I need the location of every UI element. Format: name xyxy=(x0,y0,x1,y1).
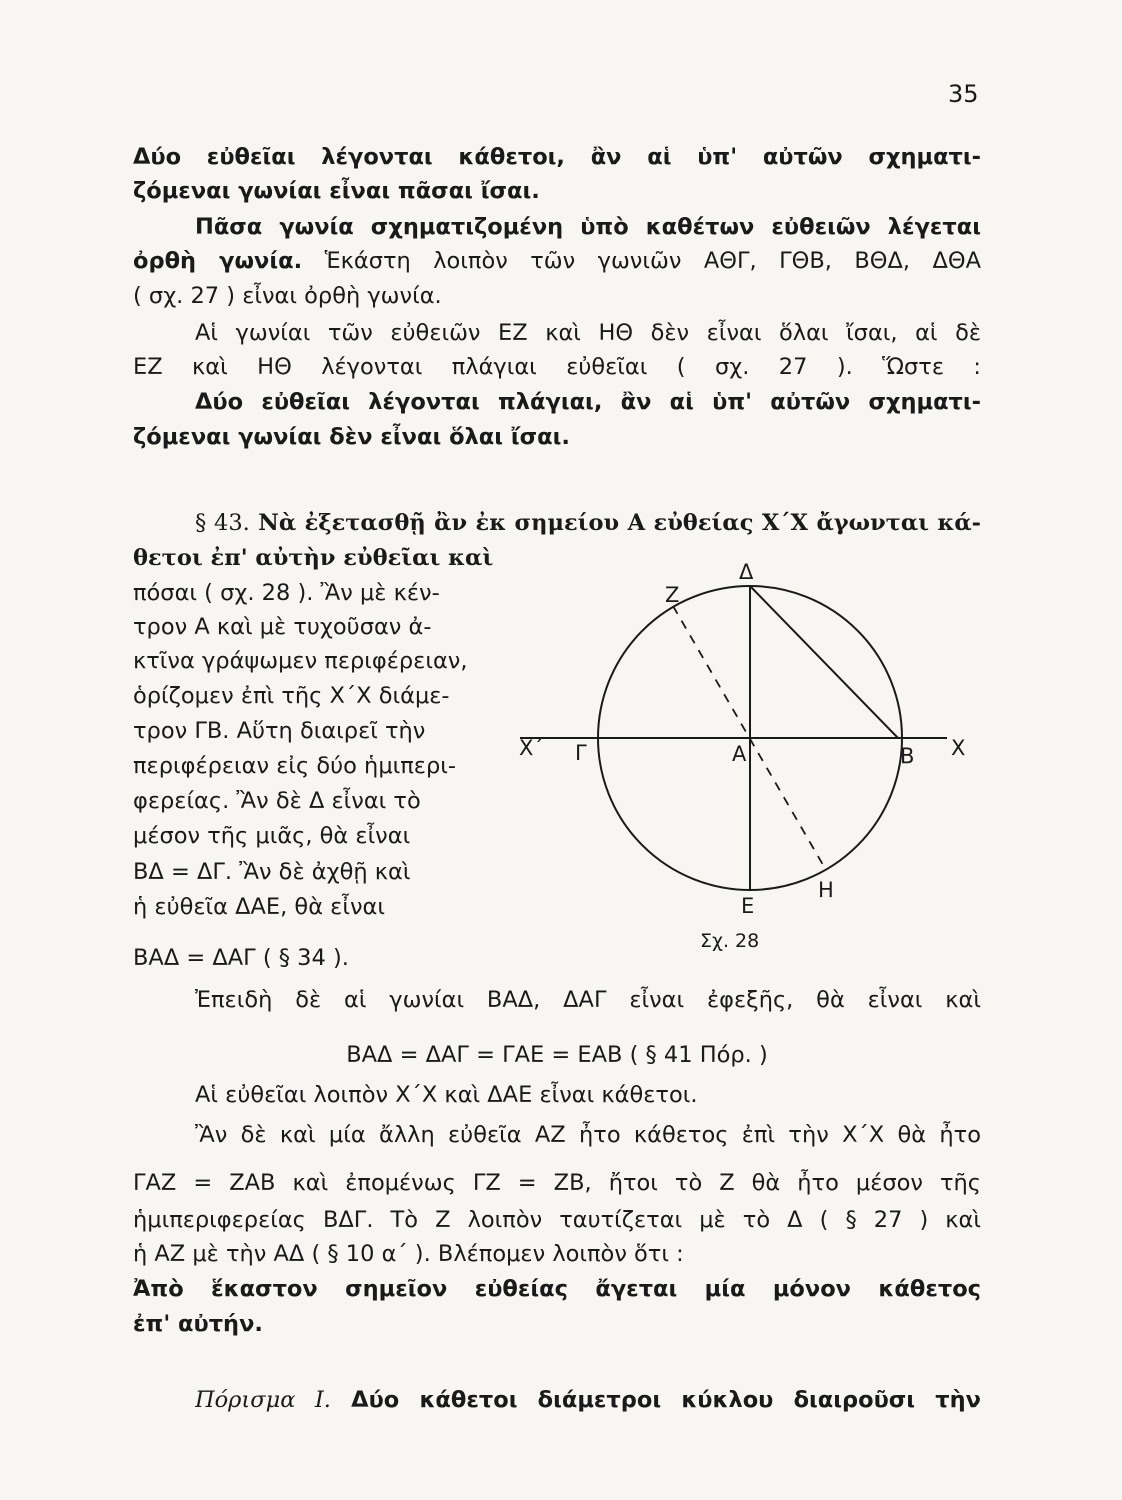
text-line-16: τρον ΓΒ. Αὕτη διαιρεῖ τὴν xyxy=(133,718,426,744)
text-line-7: ΕΖ καὶ ΗΘ λέγονται πλάγιαι εὐθεῖαι ( σχ. 27 ). Ὥστε : xyxy=(133,354,981,380)
definition-perpendicular-line-2: ζόμεναι γωνίαι εἶναι πᾶσαι ἴσαι. xyxy=(133,178,540,204)
text-line-21: ἡ εὐθεῖα ΔΑΕ, θὰ εἶναι xyxy=(133,894,385,920)
chord-delta-beta xyxy=(750,586,898,738)
text-line-26: Ἂν δὲ καὶ μία ἄλλη εὐθεῖα ΑΖ ἦτο κάθετος ἐπὶ τὴν Χ΄Χ θὰ ἦτο xyxy=(195,1122,981,1148)
theorem-unique-perpendicular-line-2: ἐπ' αὐτήν. xyxy=(133,1311,263,1337)
text-line-15: ὁρίζομεν ἐπὶ τῆς Χ΄Χ διάμε- xyxy=(133,683,450,709)
text-line-29: ἡ ΑΖ μὲ τὴν ΑΔ ( § 10 α΄ ). Βλέπομεν λοιπὸν ὅτι : xyxy=(133,1241,684,1267)
label-beta: Β xyxy=(900,744,915,768)
label-alpha: Α xyxy=(732,742,747,766)
label-eta: Η xyxy=(818,878,834,902)
corollary-1 xyxy=(195,1385,981,1415)
definition-oblique-line-1: Δύο εὐθεῖαι λέγονται πλάγιαι, ἂν αἱ ὑπ' αὐτῶν σχηματι- xyxy=(195,389,981,415)
text-line-5: ( σχ. 27 ) εἶναι ὀρθὴ γωνία. xyxy=(133,283,442,309)
text-line-27: ΓΑΖ = ΖΑΒ καὶ ἐπομένως ΓΖ = ΖΒ, ἤτοι τὸ Ζ θὰ ἦτο μέσον τῆς xyxy=(133,1170,981,1196)
text-line-11: θετοι ἐπ' αὐτὴν εὐθεῖαι καὶ xyxy=(133,545,494,571)
figure-28-circle-diagram xyxy=(515,555,985,915)
text-line-22-angle-equality: ΒΑΔ = ΔΑΓ ( § 34 ). xyxy=(133,945,349,971)
text-line-6: Αἱ γωνίαι τῶν εὐθειῶν ΕΖ καὶ ΗΘ δὲν εἶναι ὅλαι ἴσαι, αἱ δὲ xyxy=(195,320,981,346)
section-number: § 43. xyxy=(195,510,250,536)
text-line-13: τρον Α καὶ μὲ τυχοῦσαν ἀ- xyxy=(133,614,432,640)
text-line-4-rest: Ἑκάστη λοιπὸν τῶν γωνιῶν ΑΘΓ, ΓΘΒ, ΒΘΔ, ΔΘΑ xyxy=(302,248,981,274)
text-line-4 xyxy=(133,246,981,276)
corollary-text: Δύο κάθετοι διάμετροι κύκλου διαιροῦσι τὴν xyxy=(330,1387,981,1413)
section-43-heading xyxy=(195,508,981,538)
equation-four-angles: ΒΑΔ = ΔΑΓ = ΓΑΕ = ΕΑΒ ( § 41 Πόρ. ) xyxy=(346,1042,768,1068)
text-line-23: Ἐπειδὴ δὲ αἱ γωνίαι ΒΑΔ, ΔΑΓ εἶναι ἐφεξῆς, θὰ εἶναι καὶ xyxy=(195,987,981,1013)
label-x: Χ xyxy=(951,736,966,760)
definition-oblique-line-2: ζόμεναι γωνίαι δὲν εἶναι ὅλαι ἴσαι. xyxy=(133,424,570,450)
definition-perpendicular-line-1: Δύο εὐθεῖαι λέγονται κάθετοι, ἂν αἱ ὑπ' αὐτῶν σχηματι- xyxy=(133,144,981,170)
label-epsilon: Ε xyxy=(741,894,755,915)
text-line-20-arc-equality: ΒΔ = ΔΓ. Ἂν δὲ ἀχθῇ καὶ xyxy=(133,859,411,885)
text-line-19: μέσον τῆς μιᾶς, θὰ εἶναι xyxy=(133,823,411,849)
theorem-unique-perpendicular-line-1: Ἀπὸ ἕκαστον σημεῖον εὐθείας ἄγεται μία μόνον κάθετος xyxy=(133,1276,981,1302)
label-x-prime: Χ΄ xyxy=(519,736,544,760)
label-delta: Δ xyxy=(739,560,754,584)
text-line-18: φερείας. Ἂν δὲ Δ εἶναι τὸ xyxy=(133,788,421,814)
figure-caption: Σχ. 28 xyxy=(700,930,760,952)
label-gamma: Γ xyxy=(575,741,587,765)
text-line-28: ἡμιπεριφερείας ΒΔΓ. Τὸ Ζ λοιπὸν ταυτίζεται μὲ τὸ Δ ( § 27 ) καὶ xyxy=(133,1207,981,1233)
right-angle-term: ὀρθὴ γωνία. xyxy=(133,248,303,274)
corollary-label: Πόρισμα Ι. xyxy=(195,1387,331,1413)
label-zeta: Ζ xyxy=(665,583,680,607)
section-question: Νὰ ἐξετασθῇ ἂν ἐκ σημείου Α εὐθείας Χ΄Χ ἄγωνται κά- xyxy=(249,510,981,536)
text-line-17: περιφέρειαν εἰς δύο ἡμιπερι- xyxy=(133,753,456,779)
page-number: 35 xyxy=(948,80,979,108)
text-line-25: Αἱ εὐθεῖαι λοιπὸν Χ΄Χ καὶ ΔΑΕ εἶναι κάθετοι. xyxy=(195,1082,698,1108)
text-line-14: κτῖνα γράψωμεν περιφέρειαν, xyxy=(133,648,468,674)
text-line-12: πόσαι ( σχ. 28 ). Ἂν μὲ κέν- xyxy=(133,580,440,606)
definition-right-angle-line-1: Πᾶσα γωνία σχηματιζομένη ὑπὸ καθέτων εὐθειῶν λέγεται xyxy=(195,214,981,240)
